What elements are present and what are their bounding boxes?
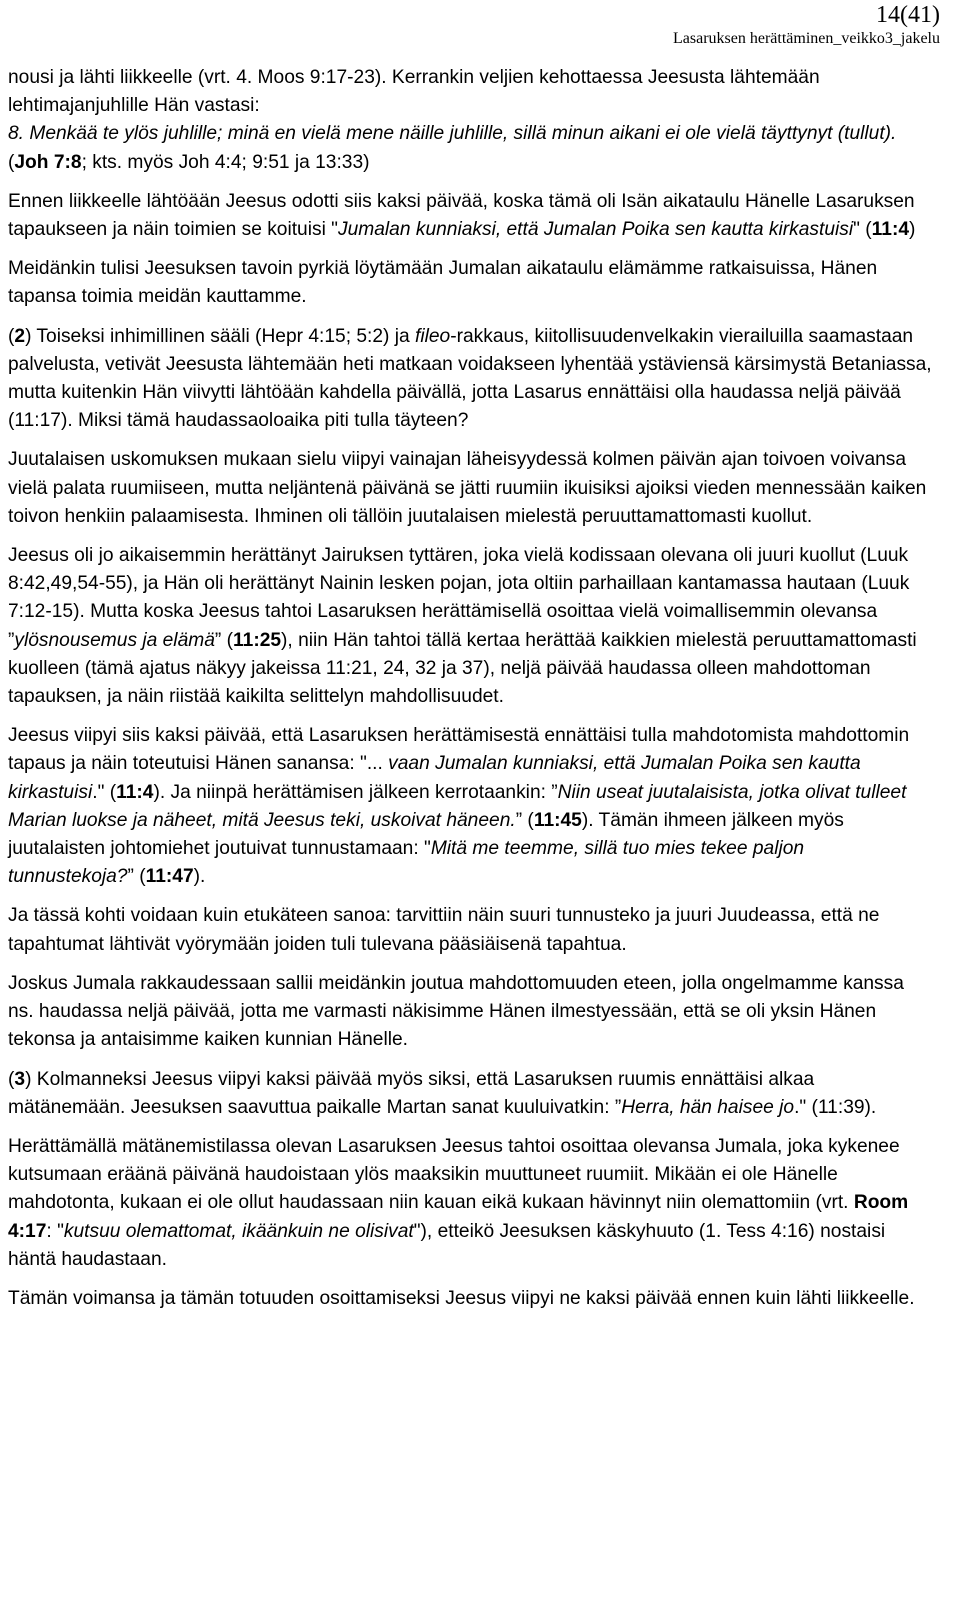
text-run: ). Ja niinpä herättämisen jälkeen kerrotaankin: ” — [153, 781, 558, 803]
paragraph — [8, 970, 934, 1055]
text-run: ( — [8, 123, 902, 173]
text-run: "), etteikö Jeesuksen käskyhuuto (1. Tess 4:16) nostaisi häntä haudastaan. — [8, 1220, 891, 1270]
text-run: -rakkaus, kiitollisuudenvelkakin vierailuilla saamastaan palvelusta, vetivät Jeesusta lähtemään heti matkaan voidakseen lyhentää ystäviensä kärsimystä Betaniassa, mutta kuitenkin Hän viivytti lähtöään kahdella päivällä, jotta Lasarus ennättäisi olla haudassa neljä päivää (11:17). Miksi tämä haudassaoloaika piti tulla täyteen? — [8, 325, 937, 432]
italic-text: Herra, hän haisee jo — [621, 1096, 795, 1118]
text-run: ) — [909, 219, 916, 241]
text-run: ” ( — [214, 629, 234, 651]
text-run: Juutalaisen uskomuksen mukaan sielu viipyi vainajan läheisyydessä kolmen päivän ajan toivoen voivansa vielä palata ruumiiseen, mutta neljäntenä päivänä se jätti ruumiin ikuisiksi ajoiksi vieden mennessään kaiken toivon henkiin palaamisesta. Ihminen oli tällöin juutalaisen mielestä peruuttamattomasti kuollut. — [8, 449, 932, 527]
bold-text: 11:47 — [145, 866, 194, 888]
bold-text: Room 4:17 — [8, 1192, 914, 1242]
text-run: Tämän voimansa ja tämän totuuden osoittamiseksi Jeesus viipyi ne kaksi päivää ennen kuin lähti liikkeelle. — [8, 1287, 915, 1309]
text-run: Ja tässä kohti voidaan kuin etukäteen sanoa: tarvittiin näin suuri tunnusteko ja juuri Juudeassa, että ne tapahtumat lähtivät vyörymään joiden tuli tulevana pääsiäisenä tapahtua. — [8, 905, 885, 955]
document-body — [8, 64, 937, 1324]
text-run: " ( — [853, 219, 872, 241]
italic-text: vaan Jumalan kunniaksi, että Jumalan Poika sen kautta kirkastuisi — [8, 753, 867, 803]
bold-text: 2 — [14, 325, 26, 347]
paragraph — [8, 902, 934, 958]
text-run: ). Tämän ihmeen jälkeen myös juutalaisten johtomiehet joutuivat tunnustamaan: " — [8, 809, 850, 860]
bold-text: 11:4 — [871, 219, 910, 241]
text-run: ( — [8, 325, 15, 347]
text-run: ), niin Hän tahtoi tällä kertaa herättää kaikkien mielestä peruuttamattomasti kuolleen (tämä ajatus näkyy jakeissa 11:21, 24, 32 ja 37), neljä päivää haudassa olleen mahdottoman tapauksen, ja näin riistää kaikilta selittelyn mahdollisuudet. — [8, 629, 923, 708]
text-run: ." ( — [92, 781, 117, 803]
text-run: ) Toiseksi inhimillinen sääli (Hepr 4:15; 5:2) ja — [25, 325, 416, 347]
text-run: Ennen liikkeelle lähtöään Jeesus odotti siis kaksi päivää, koska tämä oli Isän aikataulu Hänelle Lasaruksen tapaukseen ja näin toimien se koituisi " — [8, 190, 920, 241]
italic-text: 8. Menkää te ylös juhlille; minä en vielä mene näille juhlille, sillä minun aikani ei ole vielä täyttynyt (tullut). — [8, 123, 897, 145]
paragraph — [8, 1066, 934, 1122]
bold-text: Joh 7:8 — [14, 151, 82, 173]
bold-text: 11:4 — [116, 781, 154, 803]
paragraph — [8, 1133, 934, 1274]
page-number: 14(41) — [876, 2, 940, 28]
italic-text: Mitä me teemme, sillä tuo mies tekee paljon tunnustekoja? — [8, 838, 810, 888]
bold-text: 11:45 — [533, 809, 582, 831]
italic-text: ylösnousemus ja elämä — [14, 629, 215, 651]
text-run: Herättämällä mätänemistilassa olevan Lasaruksen Jeesus tahtoi osoittaa olevansa Jumala, joka kykenee kutsumaan eräänä päivänä haudoistaan ylös maaksikin muuttuneet ruumiit. Mikään ei ole Hänelle mahdotonta, kukaan ei ole ollut haudassaan niin kauan eikä kukaan hävinnyt niin olemattomiin (vrt. — [8, 1135, 905, 1214]
text-run: ). — [193, 866, 206, 888]
paragraph — [8, 1285, 934, 1313]
paragraph — [8, 323, 937, 436]
text-run: Meidänkin tulisi Jeesuksen tavoin pyrkiä löytämään Jumalan aikataulu elämämme ratkaisuissa, Hänen tapansa toimia meidän kauttamme. — [8, 258, 883, 308]
italic-text: Jumalan kunniaksi, että Jumalan Poika sen kautta kirkastuisi — [338, 219, 854, 241]
text-run: : " — [46, 1220, 64, 1242]
text-run: ; kts. myös Joh 4:4; 9:51 ja 13:33) — [81, 151, 370, 173]
paragraph — [8, 255, 934, 311]
italic-text: kutsuu olemattomat, ikäänkuin ne olisivat — [63, 1220, 414, 1242]
paragraph — [8, 446, 934, 531]
text-run: ." (11:39). — [794, 1096, 877, 1118]
bold-text: 3 — [14, 1068, 26, 1090]
text-run: ( — [8, 1068, 15, 1090]
text-run: Jeesus viipyi siis kaksi päivää, että Lasaruksen herättämisestä ennättäisi tulla mahdotomista mahdottomin tapaus ja näin toteutuisi Hänen sanansa: "... — [8, 725, 915, 775]
text-run: Joskus Jumala rakkaudessaan sallii meidänkin joutua mahdottomuuden eteen, jolla ongelmamme kanssa ns. haudassa neljä päivää, jotta me varmasti näkisimme Hänen ilmestyessään, että se oli yksin Hänen tekonsa ja antaisimme kaiken kunnian Hänelle. — [8, 972, 910, 1051]
bold-text: 11:25 — [233, 629, 282, 651]
document-name: Lasaruksen herättäminen_veikko3_jakelu — [672, 30, 940, 47]
text-run: ) Kolmanneksi Jeesus viipyi kaksi päivää myös siksi, että Lasaruksen ruumis ennättäisi alkaa mätänemään. Jeesuksen saavuttua paikalle Martan sanat kuuluivatkin: ” — [8, 1068, 820, 1118]
text-run: nousi ja lähti liikkeelle (vrt. 4. Moos 9:17-23). Kerrankin veljien kehottaessa Jeesusta lähtemään lehtimajanjuhlille Hän vastasi: — [8, 67, 825, 117]
text-run: ” ( — [127, 866, 146, 888]
paragraph — [8, 722, 934, 891]
text-run: ” ( — [515, 809, 534, 831]
paragraph — [8, 188, 934, 244]
text-run: Jeesus oli jo aikaisemmin herättänyt Jairuksen tyttären, joka vielä kodissaan olevana oli juuri kuollut (Luuk 8:42,49,54-55), ja Hän oli herättänyt Nainin lesken pojan, jota oltiin parhaillaan kantamassa hautaan (Luuk 7:12-15). Mutta koska Jeesus tahtoi Lasaruksen herättämisellä osoittaa vielä voimallisemmin olevansa ” — [8, 545, 915, 651]
italic-text: Niin useat juutalaisista, jotka olivat tulleet Marian luokse ja näheet, mitä Jeesus teki, uskoivat häneen. — [8, 781, 912, 831]
italic-text: fileo — [415, 325, 451, 347]
paragraph — [8, 542, 934, 711]
paragraph — [8, 64, 934, 177]
page-header — [380, 2, 940, 52]
